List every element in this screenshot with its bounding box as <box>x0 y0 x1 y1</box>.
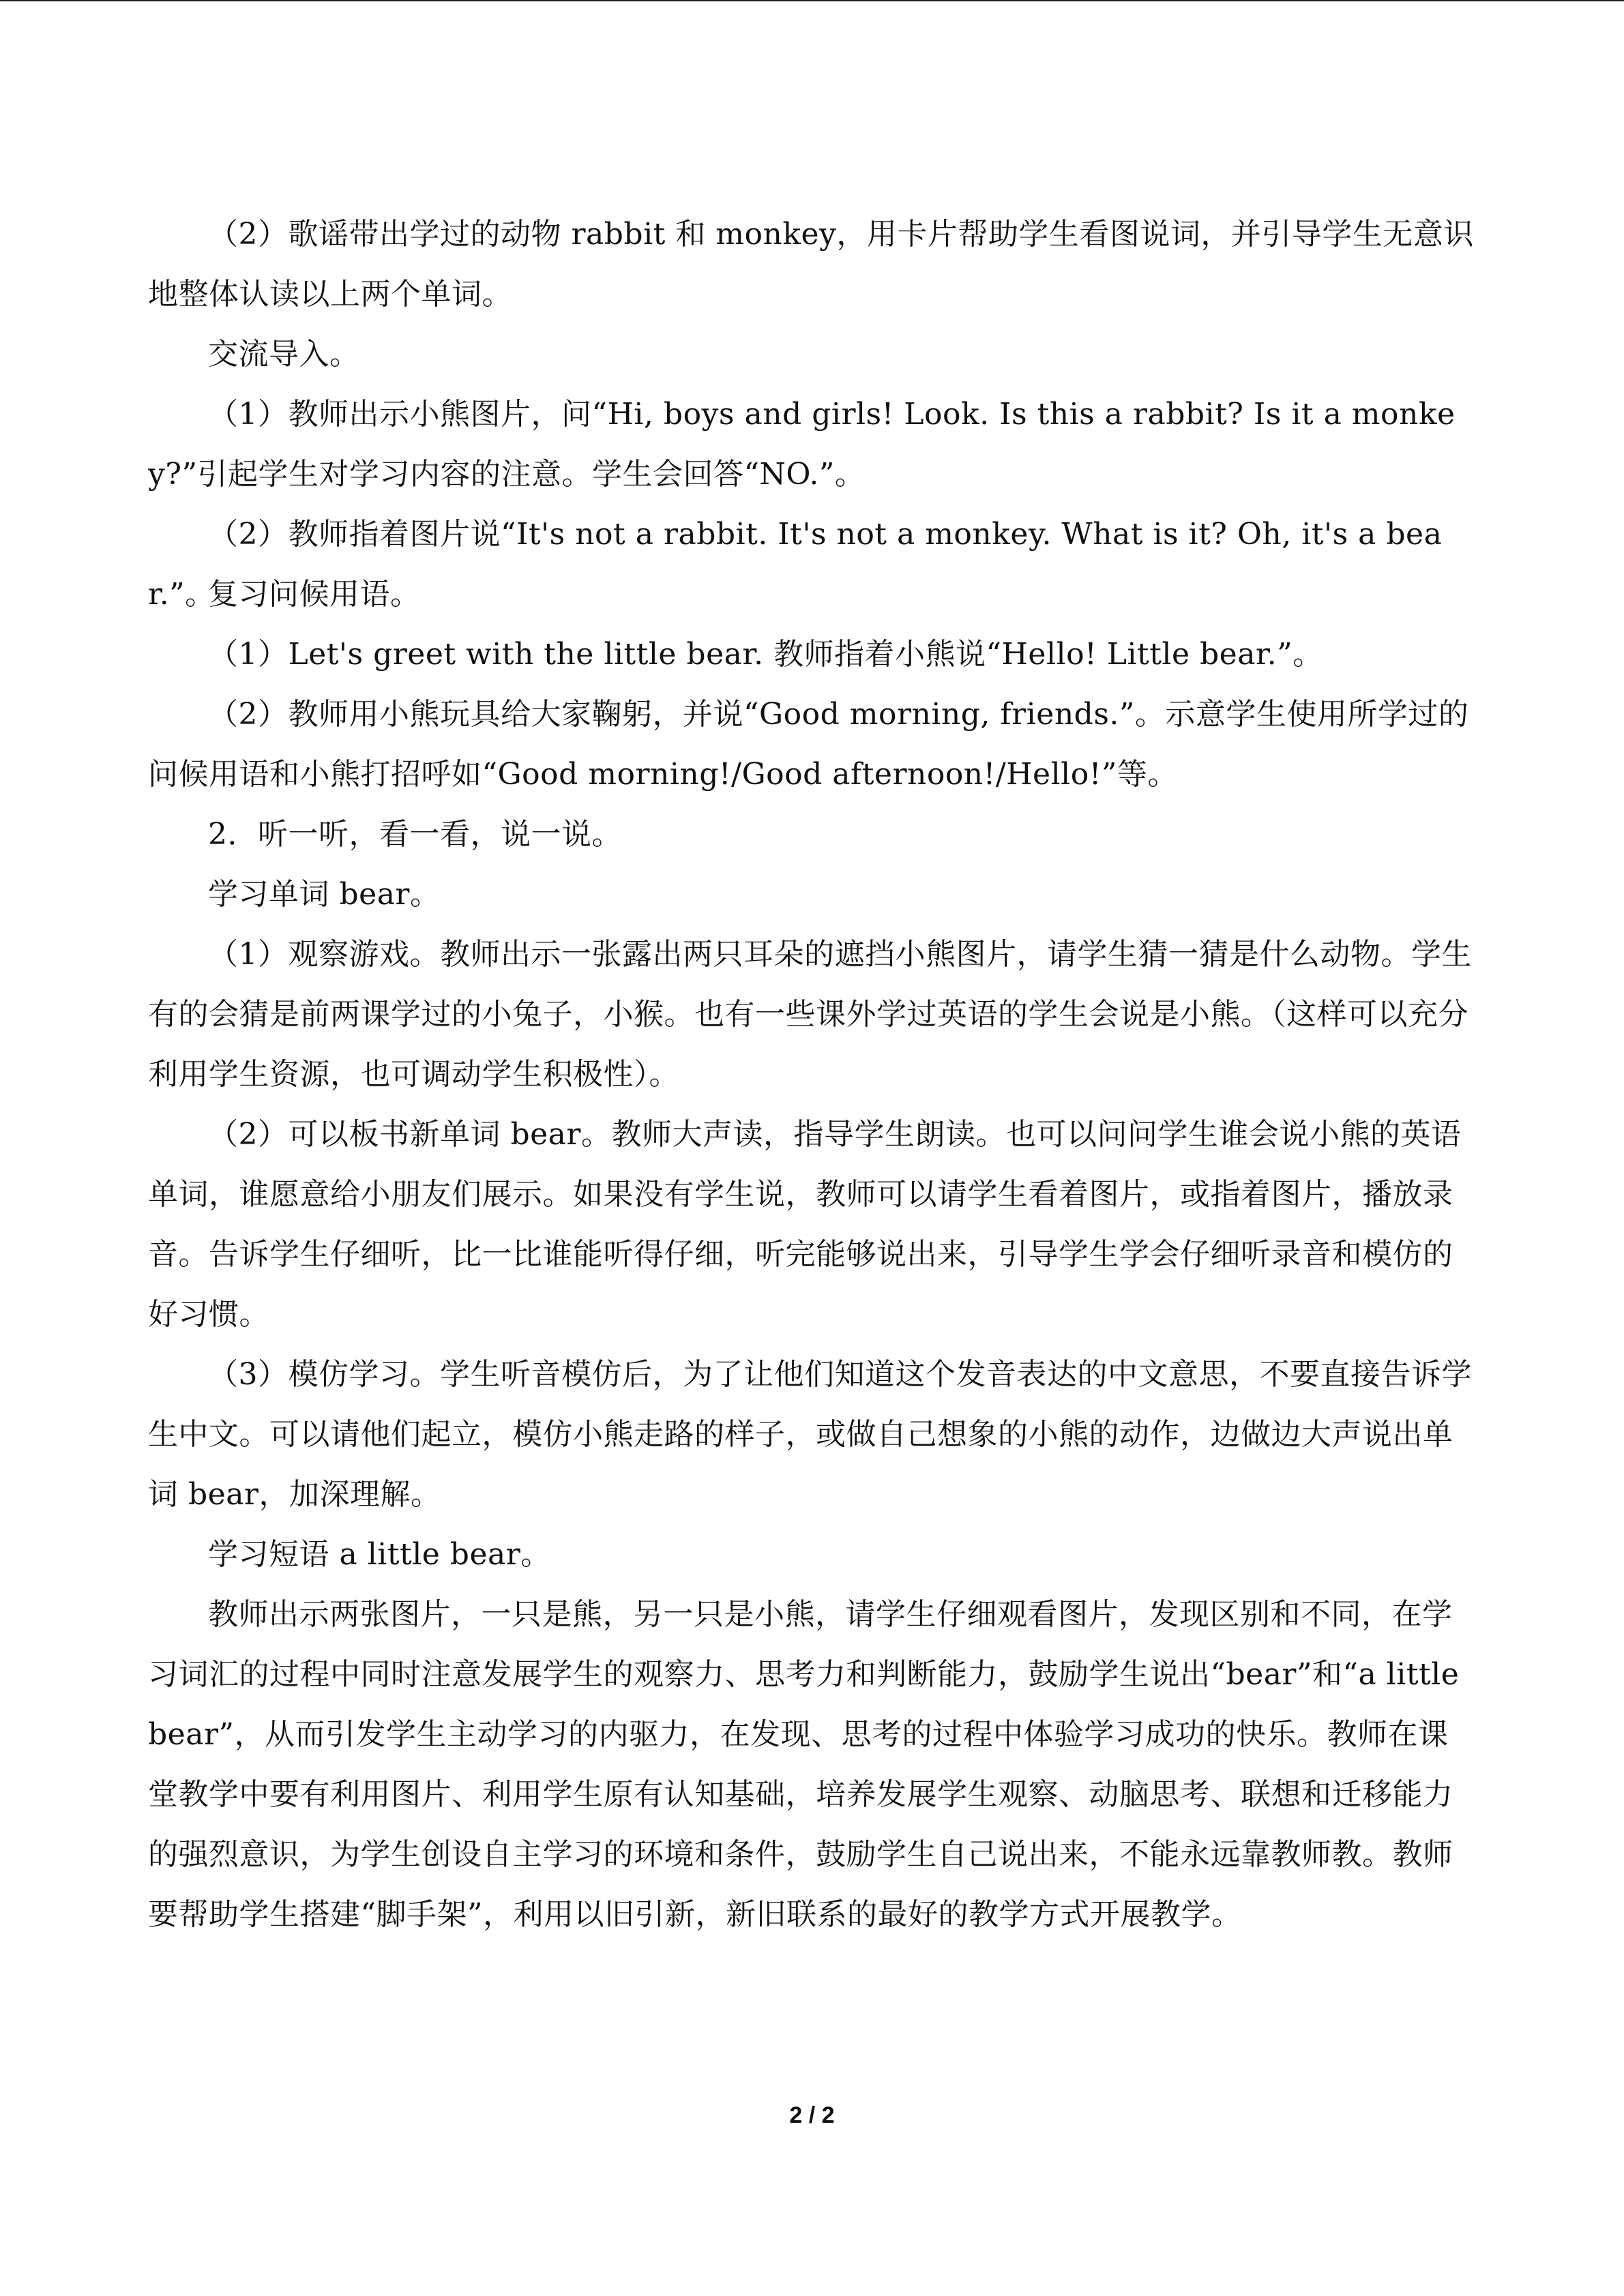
paragraph-blackboard-word: （2）可以板书新单词 bear。教师大声读，指导学生朗读。也可以问问学生谁会说小熊的英语单词，谁愿意给小朋友们展示。如果没有学生说，教师可以请学生看着图片，或指着图片，播放录音。告诉学生仔细听，比一比谁能听得仔细，听完能够说出来，引导学生学会仔细听录音和模仿的好习惯。 <box>148 1117 1462 1332</box>
paragraph-heading-greetings: 复习问候用语。 <box>208 577 421 612</box>
page-number: 2 / 2 <box>789 2102 835 2128</box>
paragraph-two-pictures: 教师出示两张图片，一只是熊，另一只是小熊，请学生仔细观看图片，发现区别和不同，在学习词汇的过程中同时注意发展学生的观察力、思考力和判断能力，鼓励学生说出“bear”和“a little bear”，从而引发学生主动学习的内驱力，在发现、思考的过程中体验学习成功的快乐。教师在课堂教学中要有利用图片、利用学生原有认知基础，培养发展学生观察、动脑思考、联想和迁移能力的强烈意识，为学生创设自主学习的环境和条件，鼓励学生自己说出来，不能永远靠教师教。教师要帮助学生搭建“脚手架”，利用以旧引新，新旧联系的最好的教学方式开展教学。 <box>148 1597 1460 1932</box>
paragraph-heading-word-bear: 学习单词 bear。 <box>208 877 441 912</box>
paragraph-section-2-heading: 2．听一听，看一看，说一说。 <box>208 817 622 852</box>
paragraph-bear-toy-bow: （2）教师用小熊玩具给大家鞠躬，并说“Good morning, friends.”。示意学生使用所学过的问候用语和小熊打招呼如“Good morning!/Good afternoon!/Hello!”等。 <box>148 697 1469 792</box>
paragraph-observation-game: （1）观察游戏。教师出示一张露出两只耳朵的遮挡小熊图片，请学生猜一猜是什么动物。学生有的会猜是前两课学过的小兔子，小猴。也有一些课外学过英语的学生会说是小熊。（这样可以充分利用学生资源，也可调动学生积极性）。 <box>148 937 1472 1092</box>
paragraph-heading-intro: 交流导入。 <box>208 337 360 372</box>
paragraph-review-animals: （2）歌谣带出学过的动物 rabbit 和 monkey，用卡片帮助学生看图说词，并引导学生无意识地整体认读以上两个单词。 <box>148 217 1474 312</box>
document-body <box>148 0 1478 2148</box>
paragraph-show-bear-picture: （1）教师出示小熊图片，问“Hi, boys and girls! Look. Is this a rabbit? Is it a monkey?”引起学生对学习内容的注意。学生会回答“NO.”。 <box>148 397 1456 492</box>
paragraph-imitation-learning: （3）模仿学习。学生听音模仿后，为了让他们知道这个发音表达的中文意思，不要直接告诉学生中文。可以请他们起立，模仿小熊走路的样子，或做自己想象的小熊的动作，边做边大声说出单词 bear，加深理解。 <box>148 1357 1472 1512</box>
paragraph-greet-bear: （1）Let's greet with the little bear. 教师指着小熊说“Hello! Little bear.”。 <box>208 637 1323 672</box>
paragraph-point-picture: （2）教师指着图片说“It's not a rabbit. It's not a monkey. What is it? Oh, it's a bear.”。 <box>148 517 1443 612</box>
paragraph-heading-phrase: 学习短语 a little bear。 <box>208 1537 551 1572</box>
